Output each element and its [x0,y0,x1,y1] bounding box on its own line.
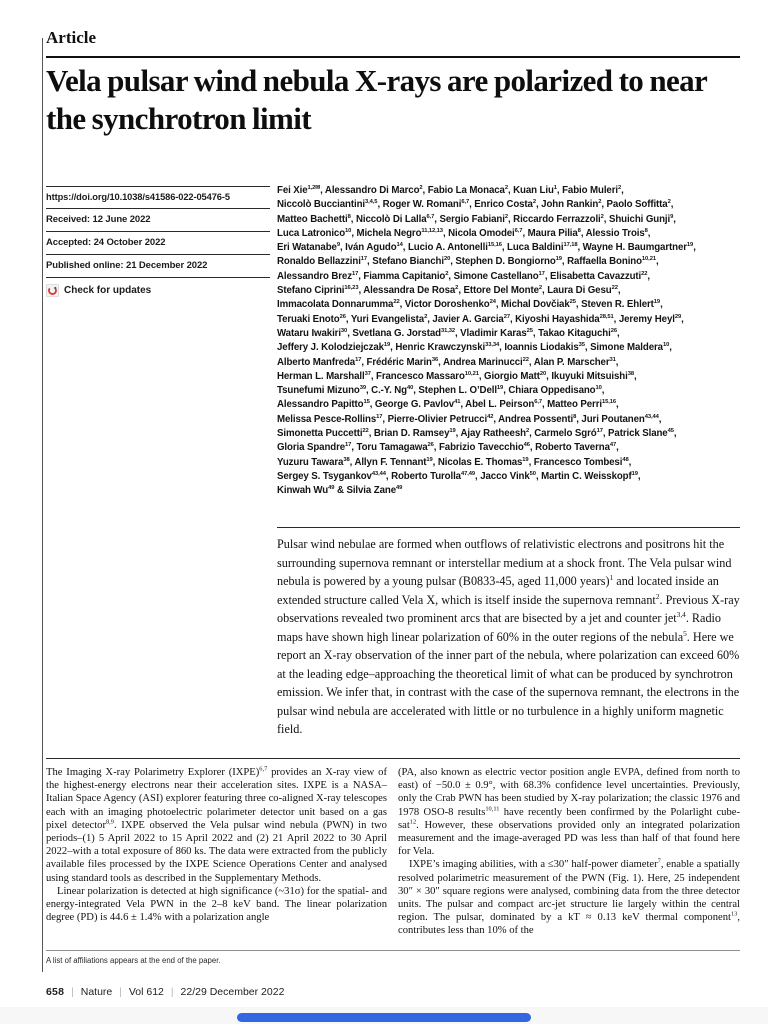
author-line: Gloria Spandre$^{17}$, Toru Tamagawa$^{26}$, Fabrizio Tavecchio$^{46}$, Roberto Taverna$^{47}$, [277,442,619,454]
author-line: Teruaki Enoto$^{26}$, Yuri Evangelista$^2$, Javier A. Garcia$^{27}$, Kiyoshi Hayashida$^{28,51}$, Jeremy Heyl$^{29}$, [277,313,684,325]
kicker-rule [46,56,740,58]
footer-separator: | [71,987,74,998]
author-line: Ronaldo Bellazzini$^{17}$, Stefano Bianchi$^{20}$, Stephen D. Bongiorno$^{19}$, Raffaella Bonino$^{10,21}$, [277,256,659,268]
author-line: Simonetta Puccetti$^{22}$, Brian D. Ramsey$^{19}$, Ajay Ratheesh$^2$, Carmelo Sgró$^{17}$, Patrick Slane$^{45}$, [277,427,677,440]
author-line: Alessandro Papitto$^{15}$, George G. Pavlov$^{41}$, Abel L. Peirson$^{6,7}$, Matteo Perri$^{15,16}$, [277,399,619,411]
journal-name: Nature [80,986,113,998]
abstract: Pulsar wind nebulae are formed when outflows of relativistic electrons and positrons hit the surrounding supernova remnant or interstellar medium at a shock front. The Vela pulsar wind nebula is powered by a young pulsar (B0833-45, aged 11,000 years)$^1$ and located inside an extended structure called Vela X, which is itself inside the supernova remnant$^2$. Previous X-ray observations revealed two prominent arcs that are bisected by a jet and counter jet$^{3,4}$. Radio maps have shown high linear polarization of 60% in the outer regions of the nebula$^5$. Here we report an X-ray observation of the inner part of the nebula, where polarization can exceed 60% at the leading edge–approaching the theoretical limit of what can be produced by synchrotron emission. We infer that, in contrast with the case of the supernova remnant, the electrons in the pulsar wind nebula are accelerated with little or no turbulence in a highly uniform magnetic field. [277,537,740,736]
body-paragraph: The Imaging X-ray Polarimetry Explorer (IXPE)$^{6,7}$ provides an X-ray view of the highest-energy electrons near their acceleration sites. IXPE is a NASA–Italian Space Agency (ASI) explorer featuring three co-aligned X-ray telescopes each with an imaging photoelectric polarimeter detector unit based on a gas pixel detector$^{8,9}$. IXPE observed the Vela pulsar wind nebula (PWN) in two periods–(1) 5 April 2022 to 15 April 2022 and (2) 21 April 2022 to 30 April 2022–with a total exposure of 860 ks. The data were extracted from the publicly available files processed by the IXPE Science Operations Center and analysed using standard tools as described in the Supplementary Methods. [46,765,387,884]
author-line: Sergey S. Tsygankov$^{43,44}$, Roberto Turolla$^{47,49}$, Jacco Vink$^{50}$, Martin C. Weisskopf$^{19}$, [277,470,641,482]
check-for-updates[interactable] [46,277,270,297]
page-footer [46,986,284,998]
footnote-rule [46,950,740,951]
received-row: Received: 12 June 2022 [46,208,270,231]
footer-separator: | [119,987,122,998]
volume: Vol 612 [128,986,164,998]
author-line: Matteo Bachetti$^8$, Niccolò Di Lalla$^{6,7}$, Sergio Fabiani$^2$, Riccardo Ferrazzoli$^2$, Shuichi Gunji$^9$, [277,213,676,225]
home-indicator[interactable] [237,1013,531,1022]
author-line: Alessandro Brez$^{17}$, Fiamma Capitanio$^2$, Simone Castellano$^{17}$, Elisabetta Cavazzuti$^{22}$, [277,270,650,282]
author-line: Jeffery J. Kolodziejczak$^{19}$, Henric Krawczynski$^{33,34}$, Ioannis Liodakis$^{35}$, Simone Maldera$^{10}$, [277,342,672,354]
body-left-column [46,766,387,924]
metadata-panel [46,186,270,297]
author-line: Melissa Pesce-Rollins$^{17}$, Pierre-Olivier Petrucci$^{42}$, Andrea Possenti$^8$, Juri Poutanen$^{43,44}$, [277,413,662,425]
author-line: Alberto Manfreda$^{17}$, Frédéric Marin$^{36}$, Andrea Marinucci$^{22}$, Alan P. Marscher$^{31}$, [277,356,619,368]
author-list [277,184,747,499]
body-paragraph: (PA, also known as electric vector position angle EVPA, defined from north to east) of −50.0 ± 0.9°, with 68.3% confidence level uncertainties. Previously, only the Crab PWN has been studied by X-ray polarization; the classic 1976 and 1978 OSO-8 results$^{10,11}$ have recently been confirmed by the Polarlight cube-sat$^{12}$. However, these observations provided only an integrated polarization measurement and the image-averaged PD was less than half of that found here for Vela. [398,767,740,858]
body-right-column [398,766,740,938]
body-paragraph: IXPE’s imaging abilities, with a ≤30″ half-power diameter$^7$, enable a spatially resolved polarimetric measurement of the PWN (Fig. 1). Here, 25 independent 30″ × 30″ square regions were analysed, combining data from the three detector units. The pulsar and compact arc-jet structure lie largely within the central region. The pulsar, dominated by a kT ≈ 0.13 keV thermal component$^{13}$, contributes less than 10% of the [398,857,740,937]
body-paragraph: Linear polarization is detected at high significance (~31σ) for the spatial- and energy-integrated Vela PWN in the 2–8 keV band. The linear polarization degree (PD) is 44.6 ± 1.4% with a polarization angle [46,885,387,924]
issue-date: 22/29 December 2022 [180,986,285,998]
author-line: Niccolò Bucciantini$^{3,4,5}$, Roger W. Romani$^{6,7}$, Enrico Costa$^2$, John Rankin$^2$, Paolo Soffitta$^2$, [277,199,674,211]
check-for-updates-label: Check for updates [64,285,152,296]
author-line: Yuzuru Tawara$^{38}$, Allyn F. Tennant$^{19}$, Nicolas E. Thomas$^{19}$, Francesco Tombesi$^{48}$, [277,456,632,468]
affiliations-note: A list of affiliations appears at the end of the paper. [46,956,221,965]
author-line: Wataru Iwakiri$^{30}$, Svetlana G. Jorstad$^{31,32}$, Vladimir Karas$^{25}$, Takao Kitaguchi$^{26}$, [277,327,620,339]
abstract-bottom-rule [46,758,740,759]
footer-separator: | [170,987,174,998]
left-margin-rule [42,38,43,972]
author-line: Tsunefumi Mizuno$^{39}$, C.-Y. Ng$^{40}$, Stephen L. O’Dell$^{19}$, Chiara Oppedisano$^{10}$, [277,384,605,397]
published-row: Published online: 21 December 2022 [46,254,270,277]
accepted-row: Accepted: 24 October 2022 [46,231,270,254]
author-line: Eri Watanabe$^9$, Iván Agudo$^{14}$, Lucio A. Antonelli$^{15,16}$, Luca Baldini$^{17,18}$, Wayne H. Baumgartner$^{19}$, [277,241,696,254]
article-kicker: Article [46,28,97,47]
author-line: Kinwah Wu$^{49}$ & Silvia Zane$^{49}$ [277,485,403,497]
page-title: Vela pulsar wind nebula X-rays are polarized to near the synchrotron limit [46,63,707,136]
author-line: Fei Xie$^{1,2✉}$, Alessandro Di Marco$^2$, Fabio La Monaca$^2$, Kuan Liu$^1$, Fabio Muleri$^2$, [277,184,624,196]
crossmark-icon [46,284,59,297]
author-line: Stefano Ciprini$^{16,23}$, Alessandra De Rosa$^2$, Ettore Del Monte$^2$, Laura Di Gesu$^{22}$, [277,284,621,297]
author-line: Luca Latronico$^{10}$, Michela Negro$^{11,12,13}$, Nicola Omodei$^{6,7}$, Maura Pilia$^8$, Alessio Trois$^8$, [277,227,651,239]
author-line: Immacolata Donnarumma$^{22}$, Victor Doroshenko$^{24}$, Michal Dovčiak$^{25}$, Steven R. Ehlert$^{19}$, [277,299,663,311]
page-number: 658 [46,986,65,998]
abstract-top-rule [277,527,740,528]
author-line: Herman L. Marshall$^{37}$, Francesco Massaro$^{10,21}$, Giorgio Matt$^{20}$, Ikuyuki Mitsuishi$^{38}$, [277,370,637,382]
doi-link[interactable]: https://doi.org/10.1038/s41586-022-05476-5 [46,186,270,208]
